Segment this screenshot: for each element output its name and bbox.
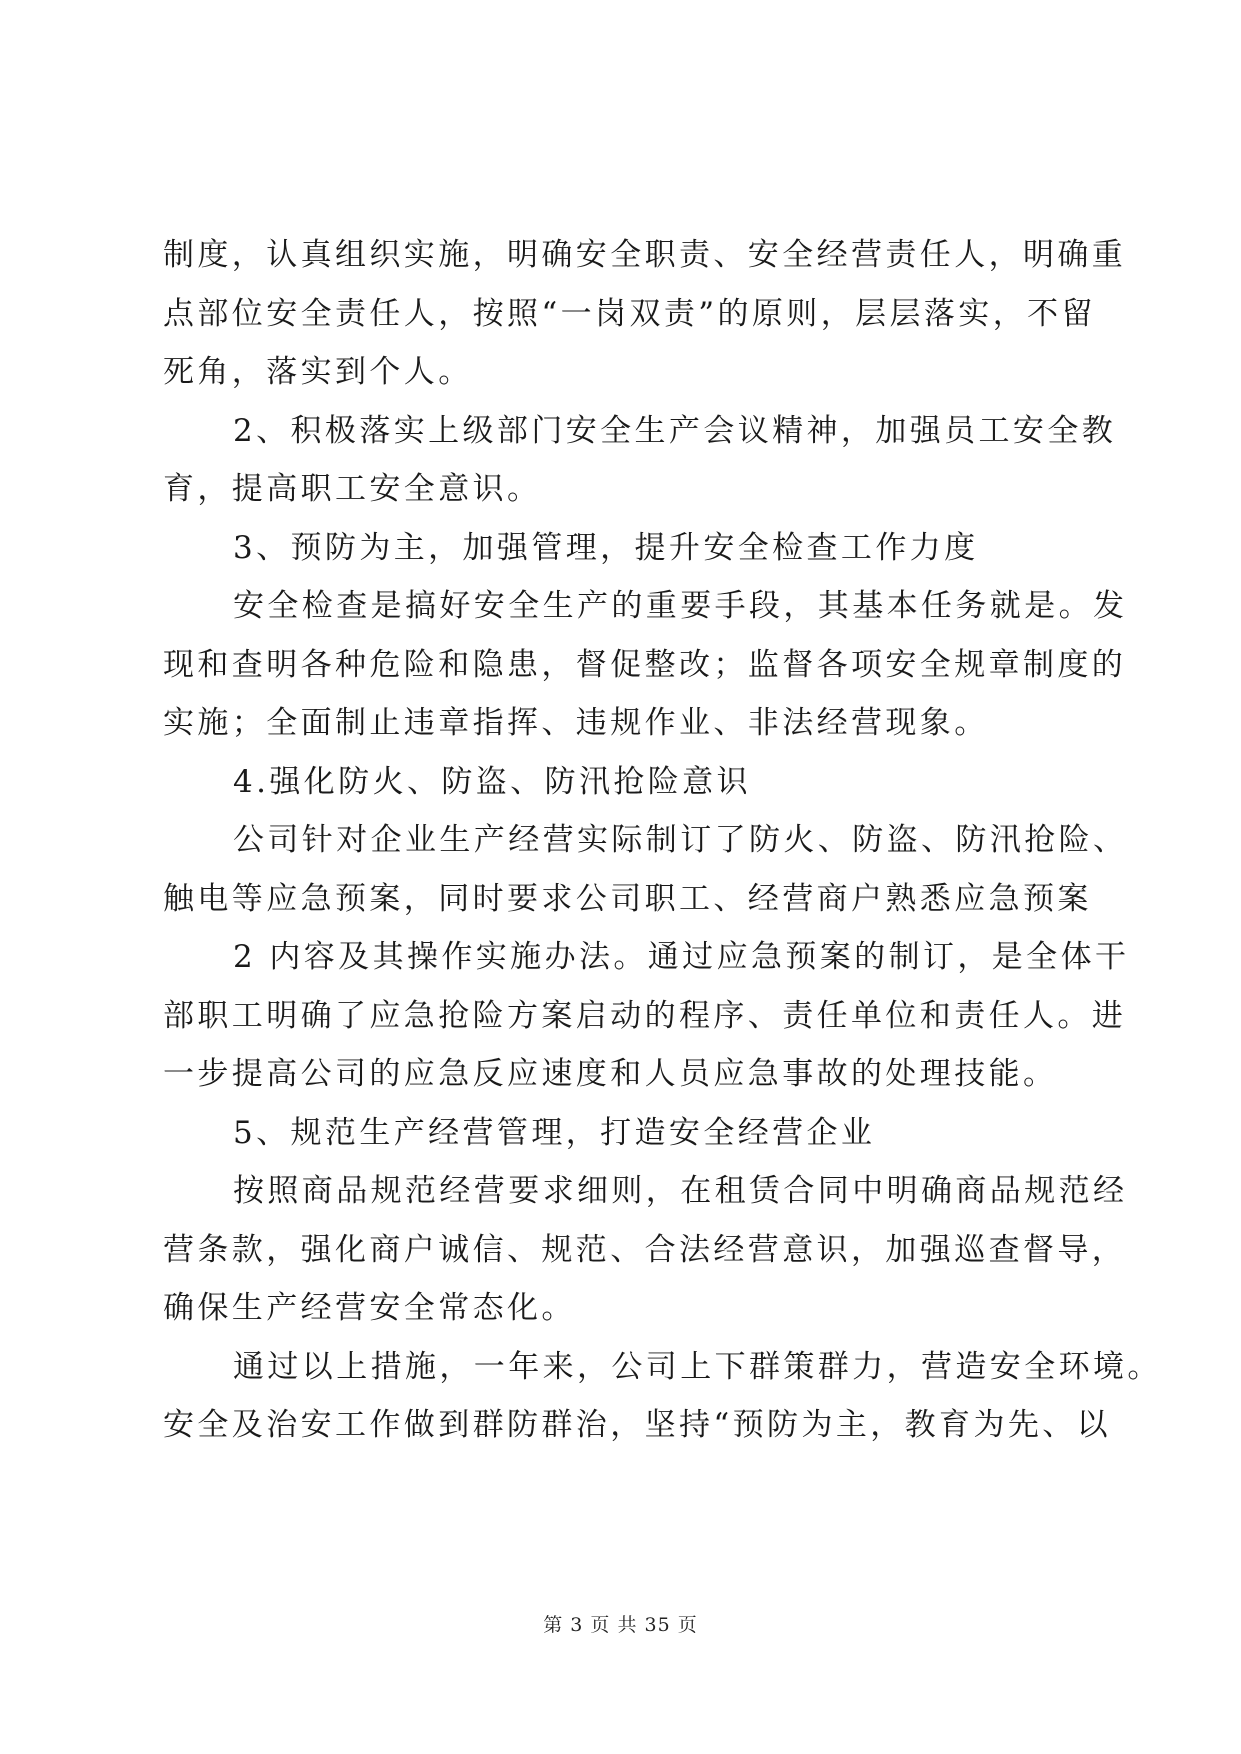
- text-line: 确保生产经营安全常态化。: [163, 1290, 576, 1326]
- text-line: 点部位安全责任人，按照“一岗双责”的原则，层层落实，不留: [163, 295, 1096, 332]
- text-line: 实施；全面制止违章指挥、违规作业、非法经营现象。: [163, 705, 989, 741]
- section-heading: 4.强化防火、防盗、防汛抢险意识: [233, 763, 751, 800]
- text-line: 部职工明确了应急抢险方案启动的程序、责任单位和责任人。进: [163, 997, 1127, 1034]
- body-text: [163, 226, 1162, 1455]
- text-line: 通过以上措施，一年来，公司上下群策群力，营造安全环境。: [233, 1348, 1162, 1385]
- text-line: 2 内容及其操作实施办法。通过应急预案的制订，是全体干: [233, 939, 1130, 975]
- text-line: 一步提高公司的应急反应速度和人员应急事故的处理技能。: [163, 1056, 1058, 1092]
- page-number-label: 第 3 页 共 35 页: [543, 1614, 698, 1636]
- text-line: 2、积极落实上级部门安全生产会议精神，加强员工安全教: [233, 412, 1117, 449]
- text-line: 现和查明各种危险和隐患，督促整改；监督各项安全规章制度的: [163, 646, 1127, 683]
- text-line: 触电等应急预案，同时要求公司职工、经营商户熟悉应急预案: [163, 880, 1092, 917]
- text-line: 育，提高职工安全意识。: [163, 471, 542, 507]
- text-line: 安全检查是搞好安全生产的重要手段，其基本任务就是。发: [233, 588, 1128, 624]
- text-line: 制度，认真组织实施，明确安全职责、安全经营责任人，明确重: [163, 237, 1127, 273]
- text-line: 安全及治安工作做到群防群治，坚持“预防为主，教育为先、以: [163, 1407, 1112, 1443]
- text-line: 按照商品规范经营要求细则，在租赁合同中明确商品规范经: [233, 1173, 1128, 1209]
- page-footer: [0, 1610, 1241, 1637]
- section-heading: 3、预防为主，加强管理，提升安全检查工作力度: [233, 529, 979, 566]
- section-heading: 5、规范生产经营管理，打造安全经营企业: [233, 1114, 876, 1151]
- text-line: 死角，落实到个人。: [163, 354, 473, 390]
- text-line: 公司针对企业生产经营实际制订了防火、防盗、防汛抢险、: [233, 822, 1128, 858]
- text-line: 营条款，强化商户诚信、规范、合法经营意识，加强巡查督导，: [163, 1231, 1127, 1268]
